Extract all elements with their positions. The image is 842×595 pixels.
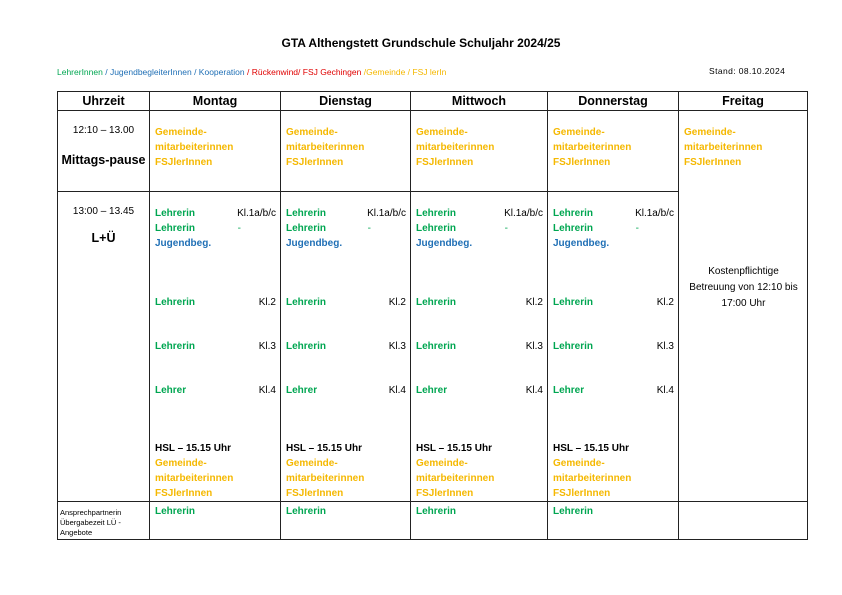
gemeinde-text: Gemeinde-mitarbeiterinnen — [416, 127, 495, 153]
list-item — [553, 221, 674, 236]
staff-label: Lehrerin — [155, 297, 196, 308]
list-item — [416, 206, 543, 221]
class-label: Kl.1a/b/c — [237, 208, 276, 219]
class-label: Kl.4 — [525, 385, 543, 396]
header-uhrzeit: Uhrzeit — [58, 92, 150, 111]
jugendbeg-label: Jugendbeg. — [416, 238, 473, 249]
list-item — [416, 339, 543, 354]
row-mittagspause — [58, 111, 808, 192]
legend-kooperation: Kooperation — [198, 67, 245, 77]
class-label: Kl.2 — [525, 297, 543, 308]
list-item — [553, 206, 674, 221]
staff-label: Lehrer — [416, 385, 448, 396]
class-label: Kl.1a/b/c — [367, 208, 406, 219]
list-item — [553, 383, 674, 398]
class-label: Kl.2 — [656, 297, 674, 308]
gemeinde-text: Gemeinde-mitarbeiterinnen — [553, 127, 632, 153]
friday-betreuung-text: Kostenpflichtige Betreuung von 12:10 bis 17:00 Uhr — [689, 266, 798, 309]
cell-montag-lue — [150, 192, 281, 502]
fsj-text: FSJlerInnen — [286, 488, 344, 499]
staff-label: Lehrerin — [553, 506, 594, 517]
header-donnerstag: Donnerstag — [548, 92, 679, 111]
staff-label: Lehrerin — [416, 208, 457, 219]
list-item — [286, 206, 406, 221]
fsj-text: FSJlerInnen — [155, 157, 213, 168]
stand-date: Stand: 08.10.2024 — [709, 66, 786, 76]
staff-label: Lehrerin — [416, 297, 457, 308]
class-label: Kl.1a/b/c — [504, 208, 543, 219]
class-label: Kl.1a/b/c — [635, 208, 674, 219]
staff-label: Lehrerin — [286, 208, 327, 219]
color-legend — [57, 67, 446, 77]
fsj-text: FSJlerInnen — [553, 488, 611, 499]
staff-label: Lehrerin — [553, 223, 594, 234]
list-item — [155, 339, 276, 354]
list-item — [155, 221, 276, 236]
cell-mittwoch-lue — [411, 192, 548, 502]
staff-label: Lehrerin — [286, 506, 327, 517]
staff-label: Lehrerin — [286, 341, 327, 352]
list-item — [286, 339, 406, 354]
jugendbeg-label: Jugendbeg. — [155, 238, 212, 249]
header-row — [58, 92, 808, 111]
cell-mittwoch-ansprech — [411, 502, 548, 540]
cell-mittwoch-mittag — [411, 111, 548, 192]
ansprech-label: Ansprechpartnerin Übergabezeit LÜ - Angebote — [60, 508, 122, 537]
fsj-text: FSJlerInnen — [286, 157, 344, 168]
cell-dienstag-mittag — [281, 111, 411, 192]
staff-label: Lehrerin — [155, 223, 196, 234]
gemeinde-text: Gemeinde-mitarbeiterinnen — [684, 127, 763, 153]
time-cell-lue — [58, 192, 150, 502]
cell-dienstag-ansprech — [281, 502, 411, 540]
staff-label: Lehrerin — [286, 297, 327, 308]
list-item — [286, 221, 406, 236]
cell-donnerstag-ansprech — [548, 502, 679, 540]
cell-freitag — [679, 111, 808, 502]
gemeinde-text: Gemeinde-mitarbeiterinnen — [553, 458, 632, 484]
class-label: Kl.3 — [388, 341, 406, 352]
document-title: GTA Althengstett Grundschule Schuljahr 2024/25 — [281, 36, 561, 50]
list-item — [553, 339, 674, 354]
legend-gemeinde: Gemeinde / FSJ lerIn — [366, 67, 447, 77]
list-item — [553, 295, 674, 310]
staff-label: Lehrerin — [155, 506, 196, 517]
cell-montag-mittag — [150, 111, 281, 192]
row-ansprechpartnerin — [58, 502, 808, 540]
list-item — [155, 295, 276, 310]
time-range: 12:10 – 13.00 — [72, 125, 135, 136]
fsj-text: FSJlerInnen — [684, 157, 742, 168]
list-item — [286, 383, 406, 398]
staff-label: Lehrerin — [416, 223, 457, 234]
list-item — [416, 295, 543, 310]
legend-rueckenwind: Rückenwind/ FSJ Gechingen — [251, 67, 362, 77]
staff-label: Lehrerin — [553, 208, 594, 219]
class-label: Kl.2 — [258, 297, 276, 308]
gemeinde-text: Gemeinde-mitarbeiterinnen — [416, 458, 495, 484]
hsl-label: HSL – 15.15 Uhr — [553, 443, 629, 454]
dash: - — [504, 223, 508, 234]
legend-sep: / — [361, 67, 367, 77]
legend-jugendbegleiter: JugendbegleiterInnen — [109, 67, 192, 77]
cell-donnerstag-mittag — [548, 111, 679, 192]
legend-sep: / — [244, 67, 252, 77]
fsj-text: FSJlerInnen — [416, 157, 474, 168]
legend-sep: / — [102, 67, 110, 77]
time-cell-mittag — [58, 111, 150, 192]
cell-montag-ansprech — [150, 502, 281, 540]
class-label: Kl.3 — [258, 341, 276, 352]
jugendbeg-label: Jugendbeg. — [286, 238, 343, 249]
jugendbeg-label: Jugendbeg. — [553, 238, 610, 249]
dash: - — [237, 223, 241, 234]
class-label: Kl.4 — [656, 385, 674, 396]
staff-label: Lehrerin — [416, 506, 457, 517]
staff-label: Lehrerin — [155, 208, 196, 219]
gemeinde-text: Gemeinde-mitarbeiterinnen — [155, 127, 234, 153]
cell-donnerstag-lue — [548, 192, 679, 502]
hsl-label: HSL – 15.15 Uhr — [416, 443, 492, 454]
ansprech-label-cell — [58, 502, 150, 540]
dash: - — [367, 223, 371, 234]
gemeinde-text: Gemeinde-mitarbeiterinnen — [286, 458, 365, 484]
cell-freitag-ansprech — [679, 502, 808, 540]
slot-label: L+Ü — [91, 231, 116, 245]
list-item — [155, 206, 276, 221]
class-label: Kl.2 — [388, 297, 406, 308]
header-dienstag: Dienstag — [281, 92, 411, 111]
staff-label: Lehrerin — [155, 341, 196, 352]
staff-label: Lehrerin — [286, 223, 327, 234]
staff-label: Lehrerin — [553, 297, 594, 308]
gemeinde-text: Gemeinde-mitarbeiterinnen — [155, 458, 234, 484]
slot-label: Mittags-pause — [61, 153, 146, 167]
staff-label: Lehrer — [155, 385, 187, 396]
dash: - — [635, 223, 639, 234]
list-item — [286, 295, 406, 310]
list-item — [416, 221, 543, 236]
class-label: Kl.4 — [388, 385, 406, 396]
class-label: Kl.3 — [525, 341, 543, 352]
staff-label: Lehrerin — [553, 341, 594, 352]
cell-dienstag-lue — [281, 192, 411, 502]
header-montag: Montag — [150, 92, 281, 111]
staff-label: Lehrer — [286, 385, 318, 396]
fsj-text: FSJlerInnen — [416, 488, 474, 499]
hsl-label: HSL – 15.15 Uhr — [155, 443, 231, 454]
list-item — [416, 383, 543, 398]
header-freitag: Freitag — [679, 92, 808, 111]
hsl-label: HSL – 15.15 Uhr — [286, 443, 362, 454]
staff-label: Lehrer — [553, 385, 585, 396]
legend-lehrerinnen: LehrerInnen — [57, 67, 103, 77]
class-label: Kl.3 — [656, 341, 674, 352]
class-label: Kl.4 — [258, 385, 276, 396]
legend-sep: / — [191, 67, 199, 77]
time-range: 13:00 – 13.45 — [72, 206, 135, 217]
fsj-text: FSJlerInnen — [553, 157, 611, 168]
schedule-table — [57, 91, 808, 540]
header-mittwoch: Mittwoch — [411, 92, 548, 111]
staff-label: Lehrerin — [416, 341, 457, 352]
fsj-text: FSJlerInnen — [155, 488, 213, 499]
list-item — [155, 383, 276, 398]
gemeinde-text: Gemeinde-mitarbeiterinnen — [286, 127, 365, 153]
